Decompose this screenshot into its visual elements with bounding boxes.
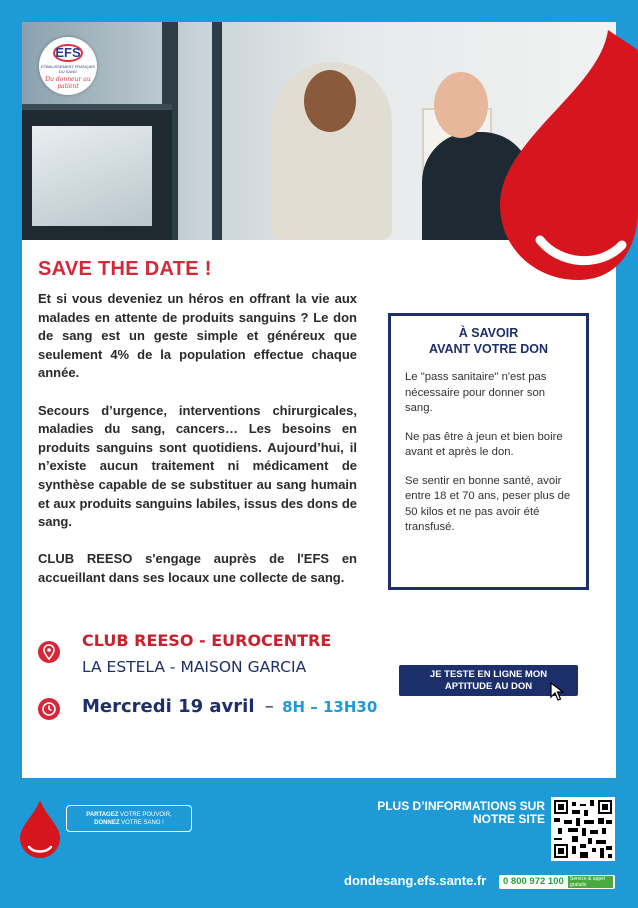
clock-icon	[38, 698, 60, 720]
qr-code[interactable]	[551, 797, 615, 861]
cursor-icon	[550, 682, 566, 702]
event-place: LA ESTELA - MAISON GARCIA	[82, 658, 307, 676]
efs-logo: EFS ETABLISSEMENT FRANÇAIS DU SANG Du donneur au patient	[39, 37, 97, 95]
savoir-tip: Ne pas être à jeun et bien boire avant et après le don.	[405, 430, 563, 458]
event-club: CLUB REESO - EUROCENTRE	[82, 631, 332, 650]
paragraph: CLUB REESO s'engage auprès de l'EFS en accueillant dans ses locaux une collecte de sang.	[38, 551, 357, 585]
share-bubble: PARTAGEZ VOTRE POUVOIR, DONNEZ VOTRE SANG !	[66, 805, 192, 832]
paragraph: Et si vous deveniez un héros en offrant la vie aux malades en attente de produits sanguins ? Le don de sang est un geste simple et généreux que seulement 4% de la population effectue chaque année.	[38, 291, 357, 381]
headline: SAVE THE DATE !	[38, 258, 212, 280]
qr-code-icon	[554, 800, 612, 858]
savoir-tip: Se sentir en bonne santé, avoir entre 18 et 70 ans, peser plus de 50 kilos et ne pas avoir été transfusé.	[405, 474, 571, 533]
phone-badge[interactable]: 0 800 972 100 Service & appel gratuits	[499, 875, 615, 889]
savoir-box	[388, 313, 589, 590]
location-pin-icon	[38, 641, 60, 663]
blood-drop-icon	[20, 800, 60, 858]
savoir-tip: Le "pass sanitaire" n'est pas nécessaire pour donner son sang.	[405, 371, 547, 414]
info-text: PLUS D’INFORMATIONS SUR NOTRE SITE	[377, 799, 545, 826]
computer-monitor	[22, 104, 172, 240]
blood-drop-icon	[500, 30, 638, 280]
body-text	[38, 290, 357, 606]
aptitude-test-button[interactable]: JE TESTE EN LIGNE MON APTITUDE AU DON	[399, 665, 578, 696]
paragraph: Secours d’urgence, interventions chirurgicales, maladies du sang, cancers… Les besoins en produits sanguins sont quotidiens. Aujourd’hui, il n’existe aucun traitement ni médicament de synthèse capable de se substituer au sang humain et aux produits sanguins labiles, issus des dons de sang.	[38, 402, 357, 530]
event-hours: 8H – 13H30	[282, 698, 378, 716]
savoir-title: À SAVOIR AVANT VOTRE DON	[429, 326, 548, 356]
website-link[interactable]: dondesang.efs.sante.fr	[344, 873, 487, 888]
window-frame	[212, 22, 222, 240]
event-date: Mercredi 19 avril – 8H – 13H30	[82, 696, 378, 717]
